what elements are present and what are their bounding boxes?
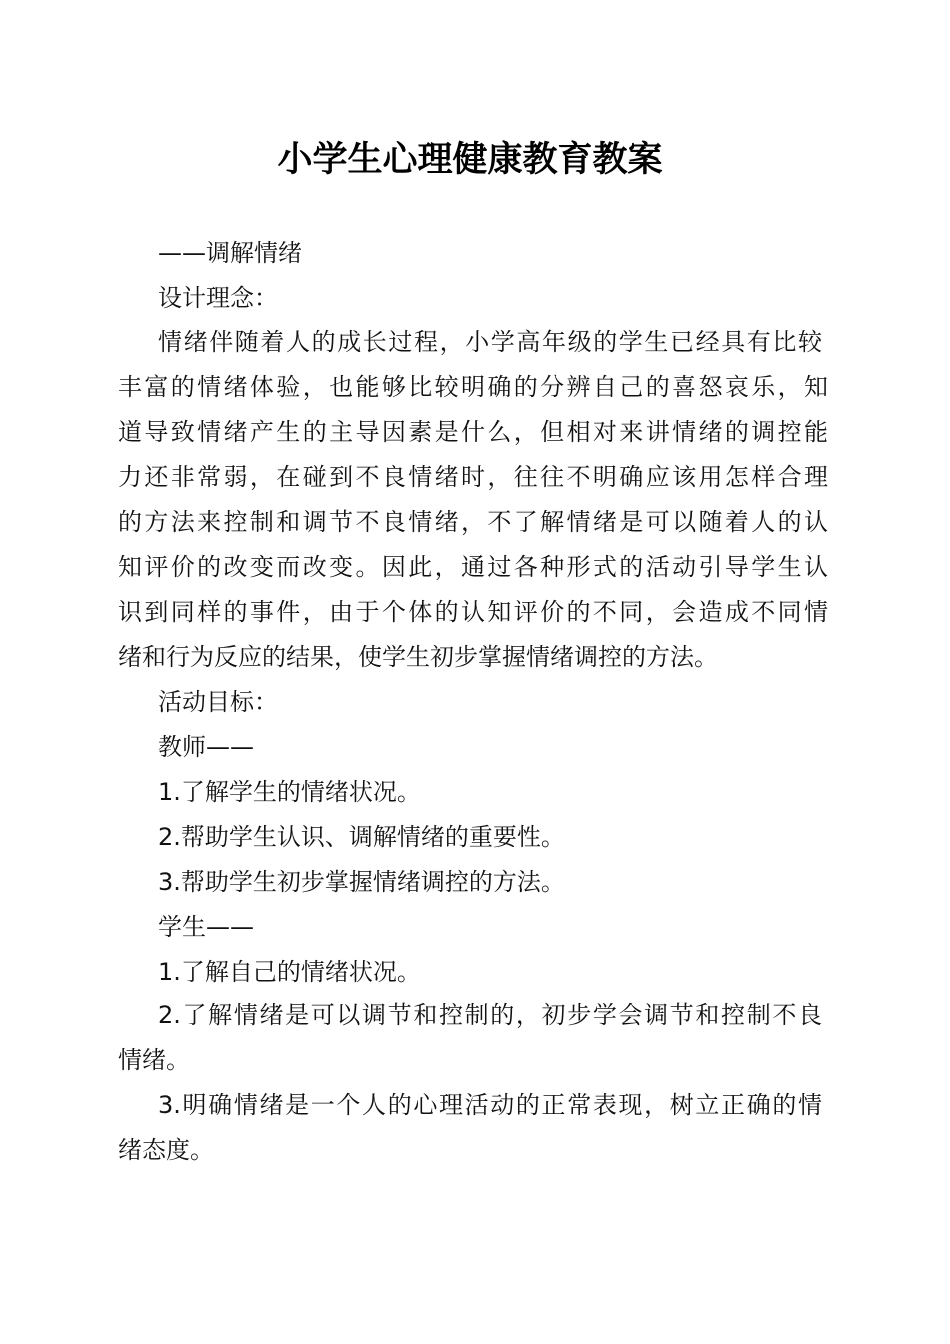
document-title: 小学生心理健康教育教案: [277, 139, 663, 180]
paragraph-line: 知评价的改变而改变。因此，通过各种形式的活动引导学生认: [118, 553, 828, 581]
student-goal-item: 2.了解情绪是可以调节和控制的，初步学会调节和控制不良: [158, 1001, 822, 1029]
student-goal-item: 1.了解自己的情绪状况。: [158, 958, 421, 986]
teacher-goal-item: 3.帮助学生初步掌握情绪调控的方法。: [158, 868, 565, 896]
subtitle: ——调解情绪: [158, 239, 302, 267]
paragraph-line: 识到同样的事件，由于个体的认知评价的不同，会造成不同情: [118, 598, 828, 626]
student-goal-item-continued: 情绪。: [118, 1046, 190, 1074]
paragraph-line: 力还非常弱，在碰到不良情绪时，往往不明确应该用怎样合理: [118, 463, 828, 491]
teacher-goal-item: 1.了解学生的情绪状况。: [158, 778, 421, 806]
paragraph-line: 情绪伴随着人的成长过程，小学高年级的学生已经具有比较: [158, 328, 822, 356]
student-label: 学生——: [158, 913, 254, 941]
activity-goals-heading: 活动目标：: [158, 688, 278, 716]
student-goal-item-continued: 绪态度。: [118, 1136, 214, 1164]
paragraph-line: 的方法来控制和调节不良情绪，不了解情绪是可以随着人的认: [118, 508, 828, 536]
paragraph-line: 道导致情绪产生的主导因素是什么，但相对来讲情绪的调控能: [118, 418, 828, 446]
paragraph-line: 丰富的情绪体验，也能够比较明确的分辨自己的喜怒哀乐，知: [118, 373, 828, 401]
teacher-goal-item: 2.帮助学生认识、调解情绪的重要性。: [158, 823, 565, 851]
paragraph-line: 绪和行为反应的结果，使学生初步掌握情绪调控的方法。: [118, 643, 718, 671]
student-goal-item: 3.明确情绪是一个人的心理活动的正常表现，树立正确的情: [158, 1091, 822, 1119]
design-concept-heading: 设计理念：: [158, 284, 278, 312]
teacher-label: 教师——: [158, 733, 254, 761]
